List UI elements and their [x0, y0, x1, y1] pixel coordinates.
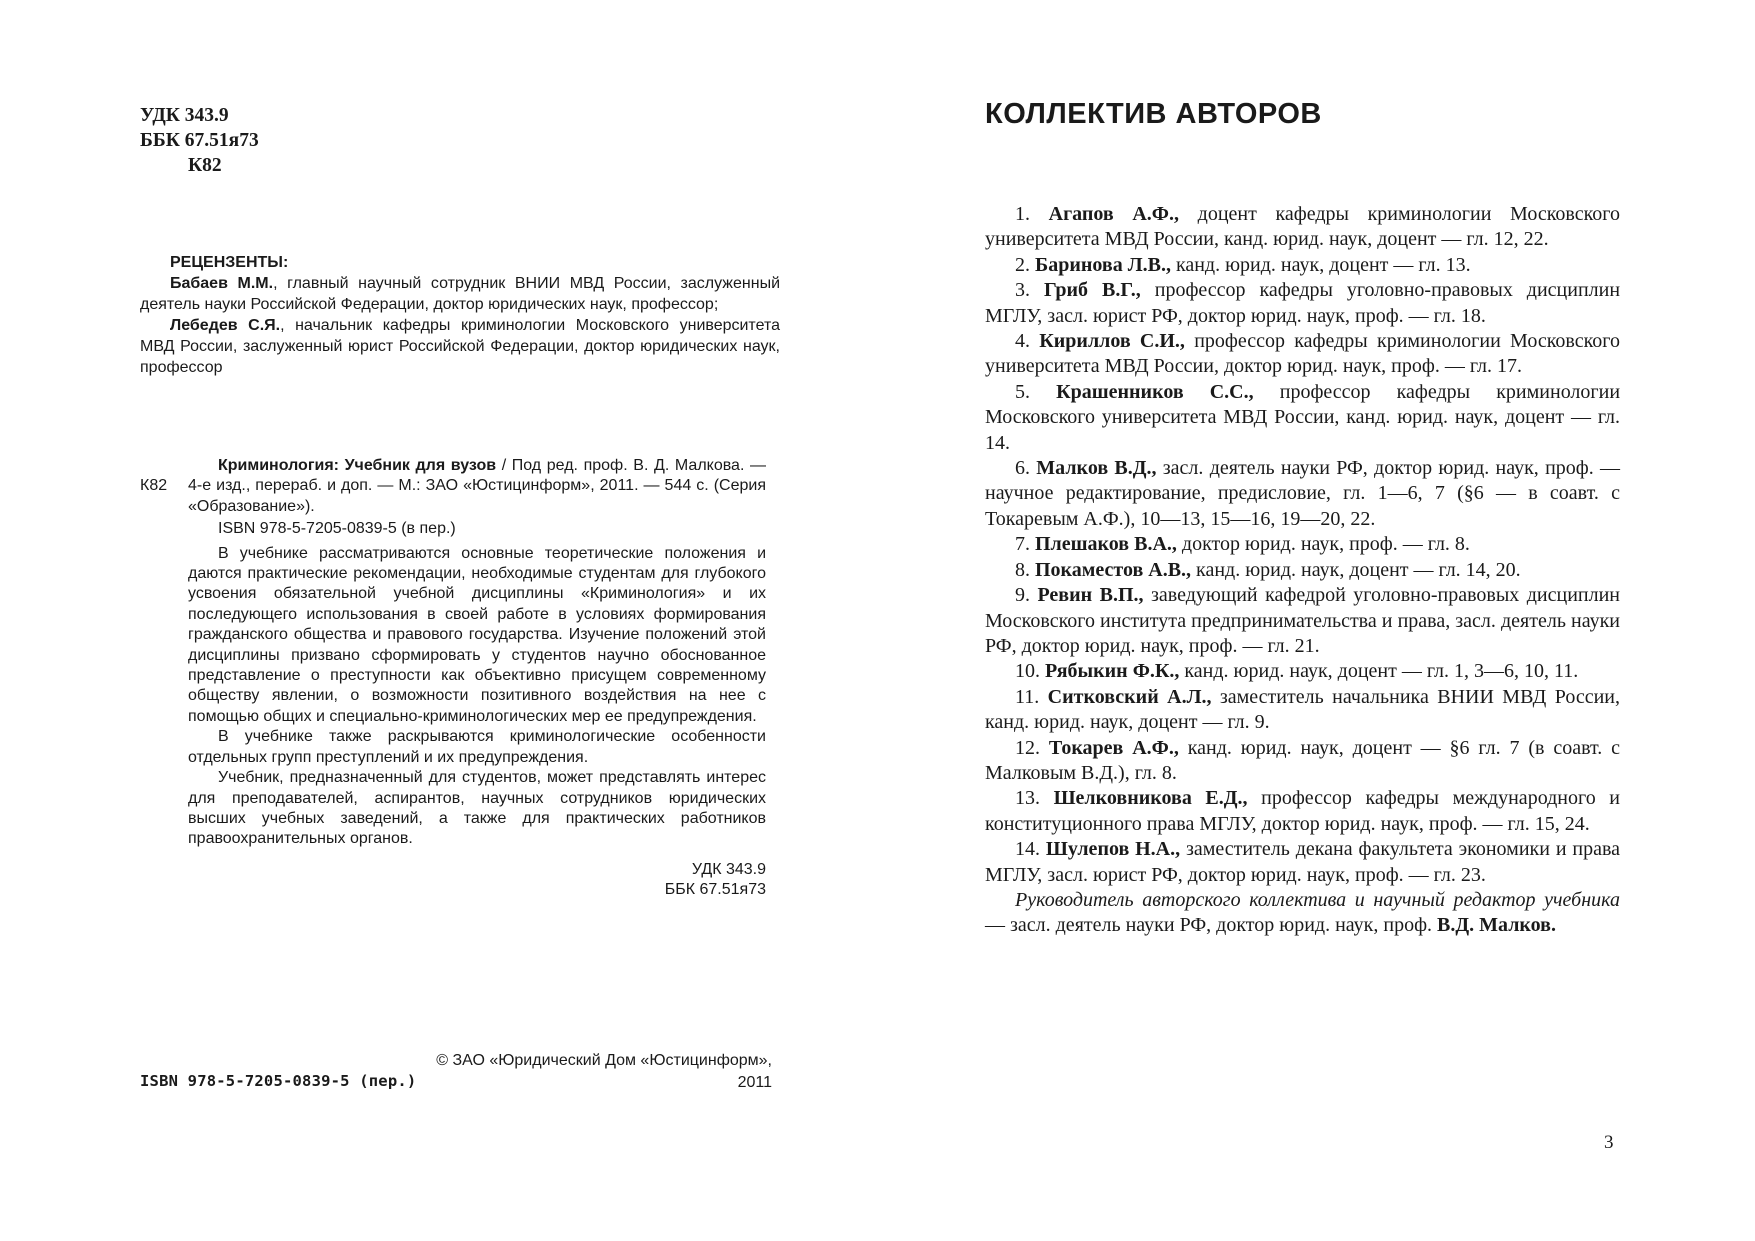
catalog-bibliographic-entry — [188, 456, 766, 517]
author-description: профессор кафедры международного и конституционного права МГЛУ, доктор юрид. наук, проф. — гл. 15, 24. — [985, 787, 1620, 835]
author-number: 4. — [1015, 330, 1030, 353]
catalog-body — [188, 456, 766, 900]
author-description: доцент кафедры криминологии Московского университета МВД России, канд. юрид. наук, доцент — гл. 12, 22. — [985, 203, 1621, 251]
catalog-isbn: ISBN 978-5-7205-0839-5 (в пер.) — [218, 520, 456, 538]
author-entry — [985, 202, 1620, 253]
author-number: 3. — [1015, 279, 1030, 302]
author-entry — [985, 253, 1620, 278]
author-number: 2. — [1015, 253, 1030, 276]
author-number: 10. — [1015, 660, 1040, 683]
author-name: Рябыкин Ф.К., — [1045, 660, 1180, 683]
author-description: доктор юрид. наук, проф. — гл. 8. — [1181, 533, 1470, 556]
author-entry — [985, 456, 1620, 532]
author-description: заведующий кафедрой уголовно-правовых дисциплин Московского института предпринимательства и права, засл. деятель науки РФ, доктор юрид. наук, проф. — гл. 21. — [985, 584, 1621, 657]
catalog-bbk: ББК 67.51я73 — [664, 880, 766, 898]
editor-description: — засл. деятель науки РФ, доктор юрид. наук, проф. — [985, 914, 1438, 937]
author-name: Агапов А.Ф., — [1048, 203, 1179, 225]
author-entry — [985, 329, 1620, 380]
annotation-paragraph: В учебнике рассматриваются основные теоретические положения и даются практические рекомендации, необходимые студентам для глубокого усвоения обязательной учебной дисциплины «Криминология» и их последующего использования в своей работе в условиях формирования гражданского общества и правового государства. Изучение положений этой дисциплины призвано сформировать у студентов научно обоснованное представление о преступности как объективно присущем современному обществу явлении, о возможности позитивного воздействия на нее с помощью общих и специально-криминологических мер ее предупреждения. — [188, 544, 766, 725]
author-name: Плешаков В.А., — [1035, 533, 1177, 556]
author-name: Шелковникова Е.Д., — [1053, 787, 1248, 810]
author-name: Ревин В.П., — [1037, 584, 1144, 607]
author-number: 14. — [1015, 838, 1040, 861]
author-number: 7. — [1015, 533, 1030, 556]
author-entry — [985, 659, 1620, 684]
author-name: Шулепов Н.А., — [1045, 838, 1181, 861]
editor-role: Руководитель авторского коллектива и научный редактор учебника — [1015, 888, 1620, 911]
author-number: 8. — [1015, 558, 1030, 581]
author-name: Покаместов А.В., — [1035, 558, 1192, 581]
author-number: 9. — [1015, 584, 1030, 607]
author-description: канд. юрид. наук, доцент — гл. 13. — [1175, 253, 1471, 276]
reviewer-description: , главный научный сотрудник ВНИИ МВД России, заслуженный деятель науки Российской Федерации, доктор юридических наук, профессор; — [140, 275, 781, 313]
author-description: канд. юрид. наук, доцент — гл. 1, 3—6, 10, 11. — [1184, 660, 1579, 683]
book-imprint: / Под ред. проф. В. Д. Малкова. — 4-е изд., перераб. и доп. — М.: ЗАО «Юстицинформ», 2011. — 544 с. (Серия «Образование»). — [188, 457, 767, 515]
author-entry — [985, 786, 1620, 837]
editor-name: В.Д. Малков. — [1437, 914, 1556, 937]
author-description: засл. деятель науки РФ, доктор юрид. наук, проф. — научное редактирование, предисловие, гл. 1—6, 7 (§6 — в соавт. с Токаревым А.Ф.), 10—13, 15—16, 19—20, 22. — [985, 457, 1621, 530]
copyright-year: 2011 — [737, 1074, 772, 1091]
copyright-notice — [420, 1050, 772, 1094]
author-entry — [985, 685, 1620, 736]
author-number: 12. — [1015, 736, 1040, 759]
author-entry — [985, 532, 1620, 557]
author-description: заместитель начальника ВНИИ МВД России, канд. юрид. наук, доцент — гл. 9. — [985, 685, 1620, 734]
author-entry — [985, 278, 1620, 329]
author-name: Токарев А.Ф., — [1048, 736, 1179, 759]
reviewer-name: Лебедев С.Я. — [170, 317, 281, 334]
author-mark: К82 — [188, 155, 222, 176]
authors-list — [985, 202, 1620, 939]
author-description: профессор кафедры криминологии Московского университета МВД России, доктор юрид. наук, проф. — гл. 17. — [985, 330, 1621, 378]
author-name: Ситковский А.Л., — [1047, 685, 1212, 708]
isbn-footer: ISBN 978-5-7205-0839-5 (пер.) — [140, 1072, 417, 1090]
author-entry — [985, 380, 1620, 456]
catalog-card — [140, 456, 780, 900]
bbk-code: ББК 67.51я73 — [140, 130, 259, 151]
reviewer-entry — [140, 273, 780, 315]
author-name: Гриб В.Г., — [1043, 279, 1141, 302]
author-description: заместитель декана факультета экономики и права МГЛУ, засл. юрист РФ, доктор юрид. наук, проф. — гл. 23. — [985, 838, 1621, 886]
udk-bbk-block — [140, 103, 259, 178]
author-name: Малков В.Д., — [1036, 457, 1157, 480]
author-name: Баринова Л.В., — [1035, 253, 1171, 276]
author-name: Крашенников С.С., — [1056, 380, 1254, 403]
author-number: 11. — [1015, 685, 1040, 708]
author-number: 13. — [1015, 787, 1040, 810]
reviewers-title: РЕЦЕНЗЕНТЫ: — [170, 254, 289, 271]
author-name: Кириллов С.И., — [1039, 330, 1185, 353]
author-description: профессор кафедры криминологии Московского университета МВД России, канд. юрид. наук, доцент — гл. 14. — [985, 380, 1621, 454]
copyright-holder: © ЗАО «Юридический Дом «Юстицинформ», — [436, 1052, 772, 1069]
page-number: 3 — [1604, 1132, 1614, 1153]
author-description: канд. юрид. наук, доцент — гл. 14, 20. — [1196, 558, 1521, 581]
author-number: 6. — [1015, 457, 1030, 480]
catalog-udk: УДК 343.9 — [691, 860, 766, 878]
udk-code: УДК 343.9 — [140, 105, 229, 126]
annotation-paragraph: В учебнике также раскрываются криминологические особенности отдельных групп преступлений и их предупреждения. — [188, 728, 766, 766]
annotation-paragraph: Учебник, предназначенный для студентов, может представлять интерес для преподавателей, аспирантов, научных сотрудников юридических высших учебных заведений, а также для практических работников правоохранительных органов. — [188, 769, 766, 848]
author-number: 5. — [1015, 380, 1030, 403]
author-description: профессор кафедры уголовно-правовых дисциплин МГЛУ, засл. юрист РФ, доктор юрид. наук, проф. — гл. 18. — [985, 279, 1621, 327]
author-entry — [985, 583, 1620, 659]
catalog-classification — [188, 860, 766, 900]
editor-entry — [985, 888, 1620, 939]
author-number: 1. — [1015, 203, 1030, 225]
page-title: КОЛЛЕКТИВ АВТОРОВ — [985, 98, 1322, 130]
author-entry — [985, 837, 1620, 888]
author-entry — [985, 736, 1620, 787]
reviewer-name: Бабаев М.М. — [170, 275, 274, 292]
reviewer-description: , начальник кафедры криминологии Московского университета МВД России, заслуженный юрист Российской Федерации, доктор юридических наук, профессор — [140, 317, 780, 376]
book-title: Криминология: Учебник для вузов — [218, 457, 497, 474]
author-entry — [985, 558, 1620, 583]
author-description: канд. юрид. наук, доцент — §6 гл. 7 (в соавт. с Малковым В.Д.), гл. 8. — [985, 736, 1620, 784]
reviewer-entry — [140, 315, 780, 378]
catalog-code-mark: К82 — [140, 477, 168, 494]
reviewers-section — [140, 252, 780, 378]
